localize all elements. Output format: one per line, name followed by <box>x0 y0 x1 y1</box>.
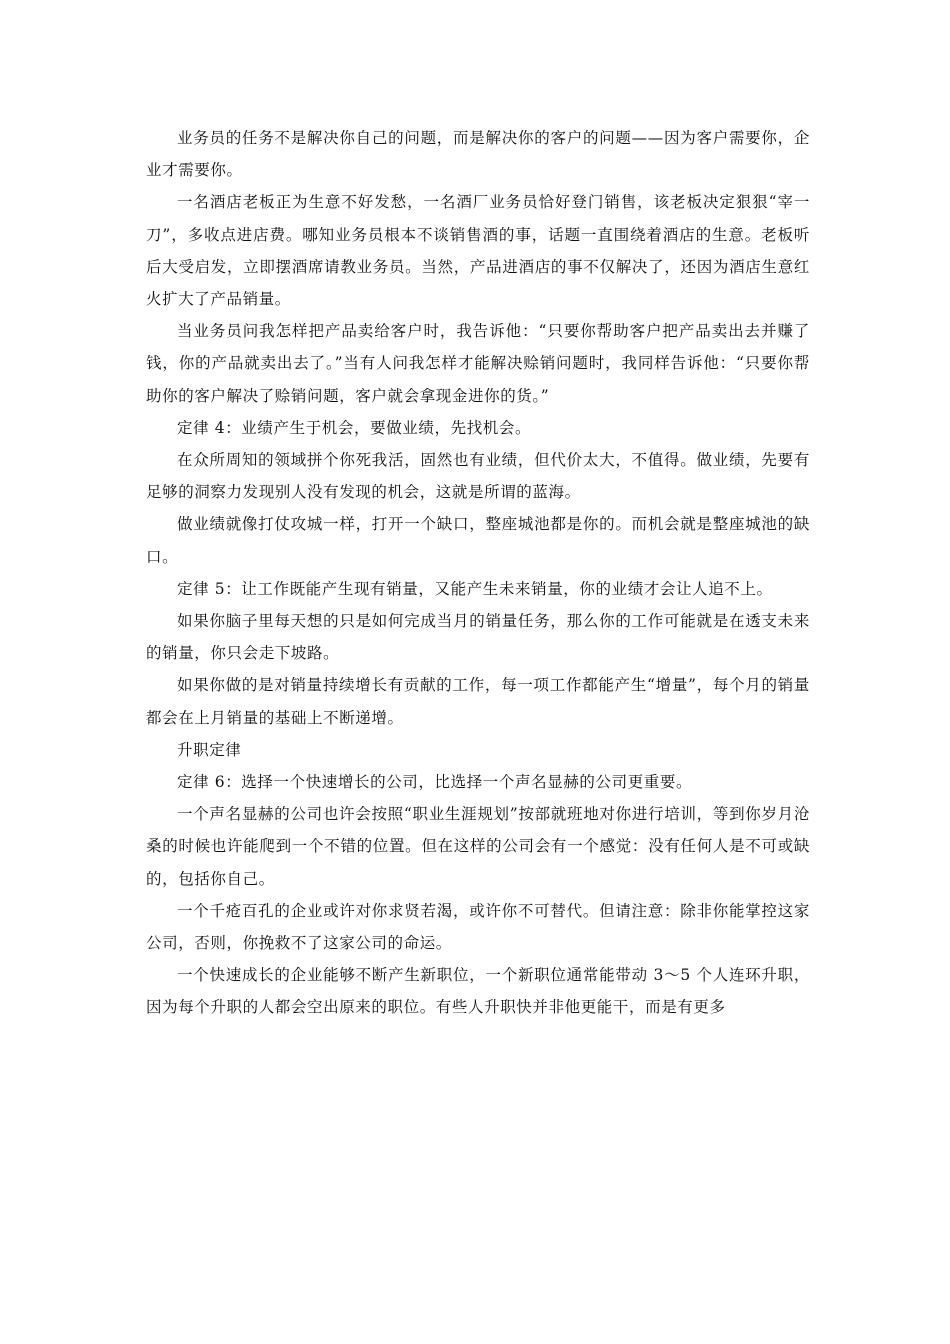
paragraph: 一名酒店老板正为生意不好发愁，一名酒厂业务员恰好登门销售，该老板决定狠狠“宰一刀”，多收点进店费。哪知业务员根本不谈销售酒的事，话题一直围绕着酒店的生意。老板听后大受启发，立即摆酒席请教业务员。当然，产品进酒店的事不仅解决了，还因为酒店生意红火扩大了产品销量。 <box>146 193 810 309</box>
rule-heading: 定律 6：选择一个快速增长的公司，比选择一个声名显赫的公司更重要。 <box>177 773 693 792</box>
paragraph: 如果你做的是对销量持续增长有贡献的工作，每一项工作都能产生“增量”，每个月的销量都会在上月销量的基础上不断递增。 <box>146 676 810 727</box>
paragraph: 做业绩就像打仗攻城一样，打开一个缺口，整座城池都是你的。而机会就是整座城池的缺口。 <box>146 515 810 566</box>
document-body <box>146 122 810 1024</box>
rule-heading: 定律 4：业绩产生于机会，要做业绩，先找机会。 <box>177 418 532 437</box>
paragraph: 一个快速成长的企业能够不断产生新职位，一个新职位通常能带动 3～5 个人连环升职，因为每个升职的人都会空出原来的职位。有些人升职快并非他更能干，而是有更多 <box>146 966 810 1017</box>
section-heading: 升职定律 <box>177 740 242 759</box>
paragraph: 在众所周知的领域拼个你死我活，固然也有业绩，但代价太大，不值得。做业绩，先要有足够的洞察力发现别人没有发现的机会，这就是所谓的蓝海。 <box>146 451 810 502</box>
paragraph: 当业务员问我怎样把产品卖给客户时，我告诉他：“只要你帮助客户把产品卖出去并赚了钱，你的产品就卖出去了。”当有人问我怎样才能解决赊销问题时，我同样告诉他：“只要你帮助你的客户解决了赊销问题，客户就会拿现金进你的货。” <box>146 322 810 405</box>
paragraph: 一个千疮百孔的企业或许对你求贤若渴，或许你不可替代。但请注意：除非你能掌控这家公司，否则，你挽救不了这家公司的命运。 <box>146 901 810 953</box>
paragraph: 业务员的任务不是解决你自己的问题，而是解决你的客户的问题——因为客户需要你，企业才需要你。 <box>146 129 810 180</box>
paragraph: 如果你脑子里每天想的只是如何完成当月的销量任务，那么你的工作可能就是在透支未来的销量，你只会走下坡路。 <box>146 612 810 663</box>
paragraph: 一个声名显赫的公司也许会按照“职业生涯规划”按部就班地对你进行培训，等到你岁月沧桑的时候也许能爬到一个不错的位置。但在这样的公司会有一个感觉：没有任何人是不可或缺的，包括你自己。 <box>146 805 810 888</box>
rule-heading: 定律 5：让工作既能产生现有销量，又能产生未来销量，你的业绩才会让人追不上。 <box>177 579 773 598</box>
